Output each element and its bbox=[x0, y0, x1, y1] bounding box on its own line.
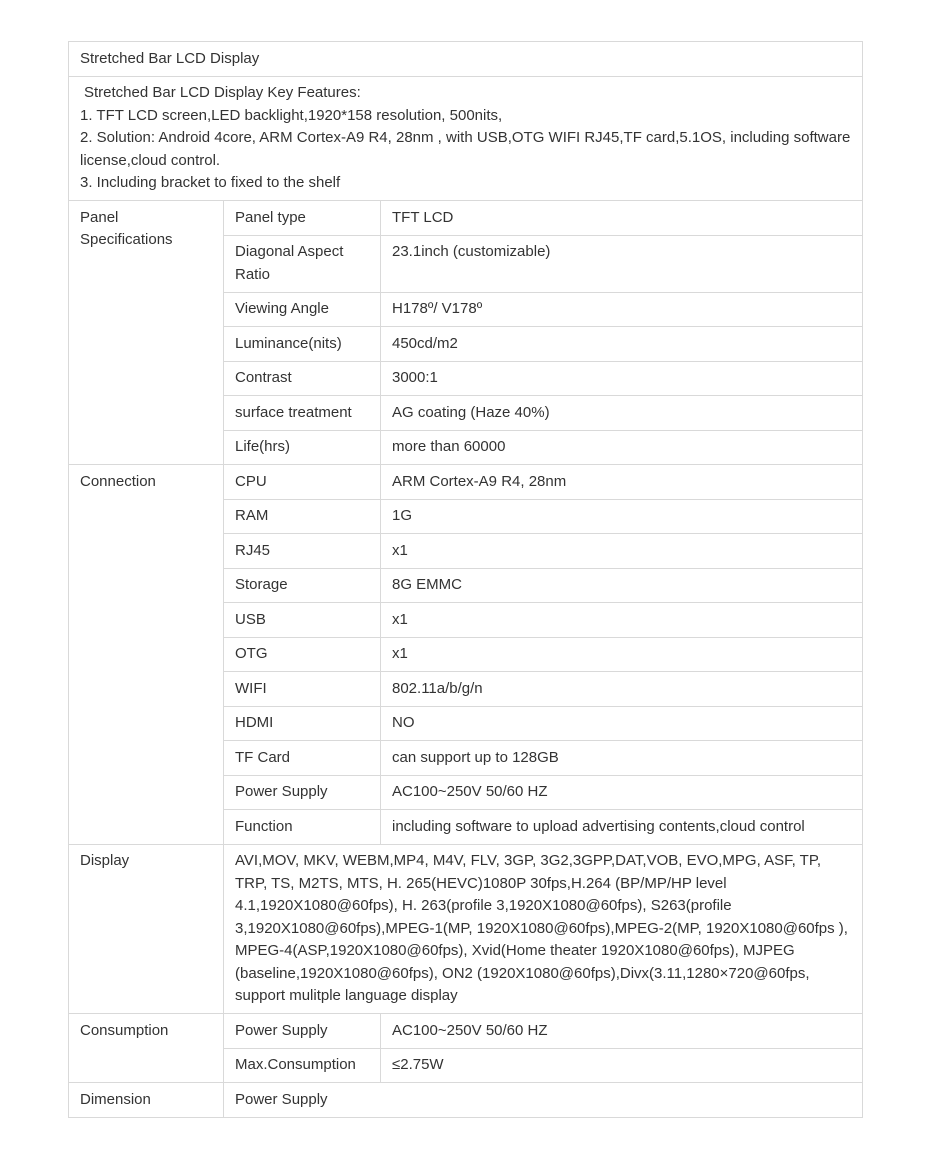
spec-value: 1G bbox=[381, 499, 863, 534]
spec-value: AG coating (Haze 40%) bbox=[381, 396, 863, 431]
spec-key: RAM bbox=[224, 499, 381, 534]
table-row bbox=[69, 1014, 863, 1049]
spec-key: Luminance(nits) bbox=[224, 327, 381, 362]
spec-value: 3000:1 bbox=[381, 361, 863, 396]
spec-value: H178º/ V178º bbox=[381, 292, 863, 327]
spec-value: TFT LCD bbox=[381, 201, 863, 236]
spec-value: x1 bbox=[381, 534, 863, 569]
spec-value: AC100~250V 50/60 HZ bbox=[381, 1014, 863, 1049]
consumption-label: Consumption bbox=[69, 1014, 224, 1083]
spec-key: Life(hrs) bbox=[224, 430, 381, 465]
connection-label: Connection bbox=[69, 465, 224, 845]
spec-key: CPU bbox=[224, 465, 381, 500]
spec-key: WIFI bbox=[224, 672, 381, 707]
spec-key: Power Supply bbox=[224, 775, 381, 810]
spec-key: Max.Consumption bbox=[224, 1048, 381, 1083]
table-row bbox=[69, 844, 863, 1014]
spec-value: 23.1inch (customizable) bbox=[381, 235, 863, 292]
panel-label: Panel Specifications bbox=[69, 201, 224, 465]
spec-key: Function bbox=[224, 810, 381, 845]
dimension-value: Power Supply bbox=[224, 1083, 863, 1118]
spec-table bbox=[68, 41, 863, 1118]
spec-key: USB bbox=[224, 603, 381, 638]
title-row bbox=[69, 42, 863, 77]
spec-value: including software to upload advertising contents,cloud control bbox=[381, 810, 863, 845]
table-row bbox=[69, 465, 863, 500]
spec-value: 450cd/m2 bbox=[381, 327, 863, 362]
spec-value: x1 bbox=[381, 637, 863, 672]
features-heading: Stretched Bar LCD Display Key Features: bbox=[84, 84, 361, 101]
display-label: Display bbox=[69, 844, 224, 1014]
spec-key: OTG bbox=[224, 637, 381, 672]
spec-value: more than 60000 bbox=[381, 430, 863, 465]
spec-value: ≤2.75W bbox=[381, 1048, 863, 1083]
features-cell bbox=[69, 76, 863, 201]
spec-key: Viewing Angle bbox=[224, 292, 381, 327]
table-row bbox=[69, 201, 863, 236]
table-title: Stretched Bar LCD Display bbox=[69, 42, 863, 77]
spec-value: 802.11a/b/g/n bbox=[381, 672, 863, 707]
spec-value: x1 bbox=[381, 603, 863, 638]
spec-key: Power Supply bbox=[224, 1014, 381, 1049]
spec-key: Storage bbox=[224, 568, 381, 603]
spec-key: Diagonal Aspect Ratio bbox=[224, 235, 381, 292]
features-row bbox=[69, 76, 863, 201]
feature-item: 1. TFT LCD screen,LED backlight,1920*158 resolution, 500nits, bbox=[80, 106, 503, 124]
spec-key: RJ45 bbox=[224, 534, 381, 569]
spec-value: AC100~250V 50/60 HZ bbox=[381, 775, 863, 810]
dimension-label: Dimension bbox=[69, 1083, 224, 1118]
feature-item: 2. Solution: Android 4core, ARM Cortex-A9 R4, 28nm , with USB,OTG WIFI RJ45,TF card,5.1OS, including software license,cloud control. bbox=[80, 129, 851, 169]
spec-key: TF Card bbox=[224, 741, 381, 776]
spec-key: surface treatment bbox=[224, 396, 381, 431]
display-formats: AVI,MOV, MKV, WEBM,MP4, M4V, FLV, 3GP, 3G2,3GPP,DAT,VOB, EVO,MPG, ASF, TP, TRP, TS, M2TS, MTS, H. 265(HEVC)1080P 30fps,H.264 (BP/MP/HP level 4.1,1920X1080@60fps), H. 263(profile 3,1920X1080@60fps), S263(profile 3,1920X1080@60fps),MPEG-1(MP, 1920X1080@60fps),MPEG-2(MP, 1920X1080@60fps ), MPEG-4(ASP,1920X1080@60fps), Xvid(Home theater 1920X1080@60fps), MJPEG (baseline,1920X1080@60fps), ON2 (1920X1080@60fps),Divx(3.11,1280×720@60fps, support mulitple language display bbox=[224, 844, 863, 1014]
spec-value: ARM Cortex-A9 R4, 28nm bbox=[381, 465, 863, 500]
spec-key: HDMI bbox=[224, 706, 381, 741]
spec-key: Contrast bbox=[224, 361, 381, 396]
spec-value: 8G EMMC bbox=[381, 568, 863, 603]
spec-value: NO bbox=[381, 706, 863, 741]
spec-value: can support up to 128GB bbox=[381, 741, 863, 776]
spec-key: Panel type bbox=[224, 201, 381, 236]
table-row bbox=[69, 1083, 863, 1118]
feature-item: 3. Including bracket to fixed to the shelf bbox=[80, 174, 341, 191]
